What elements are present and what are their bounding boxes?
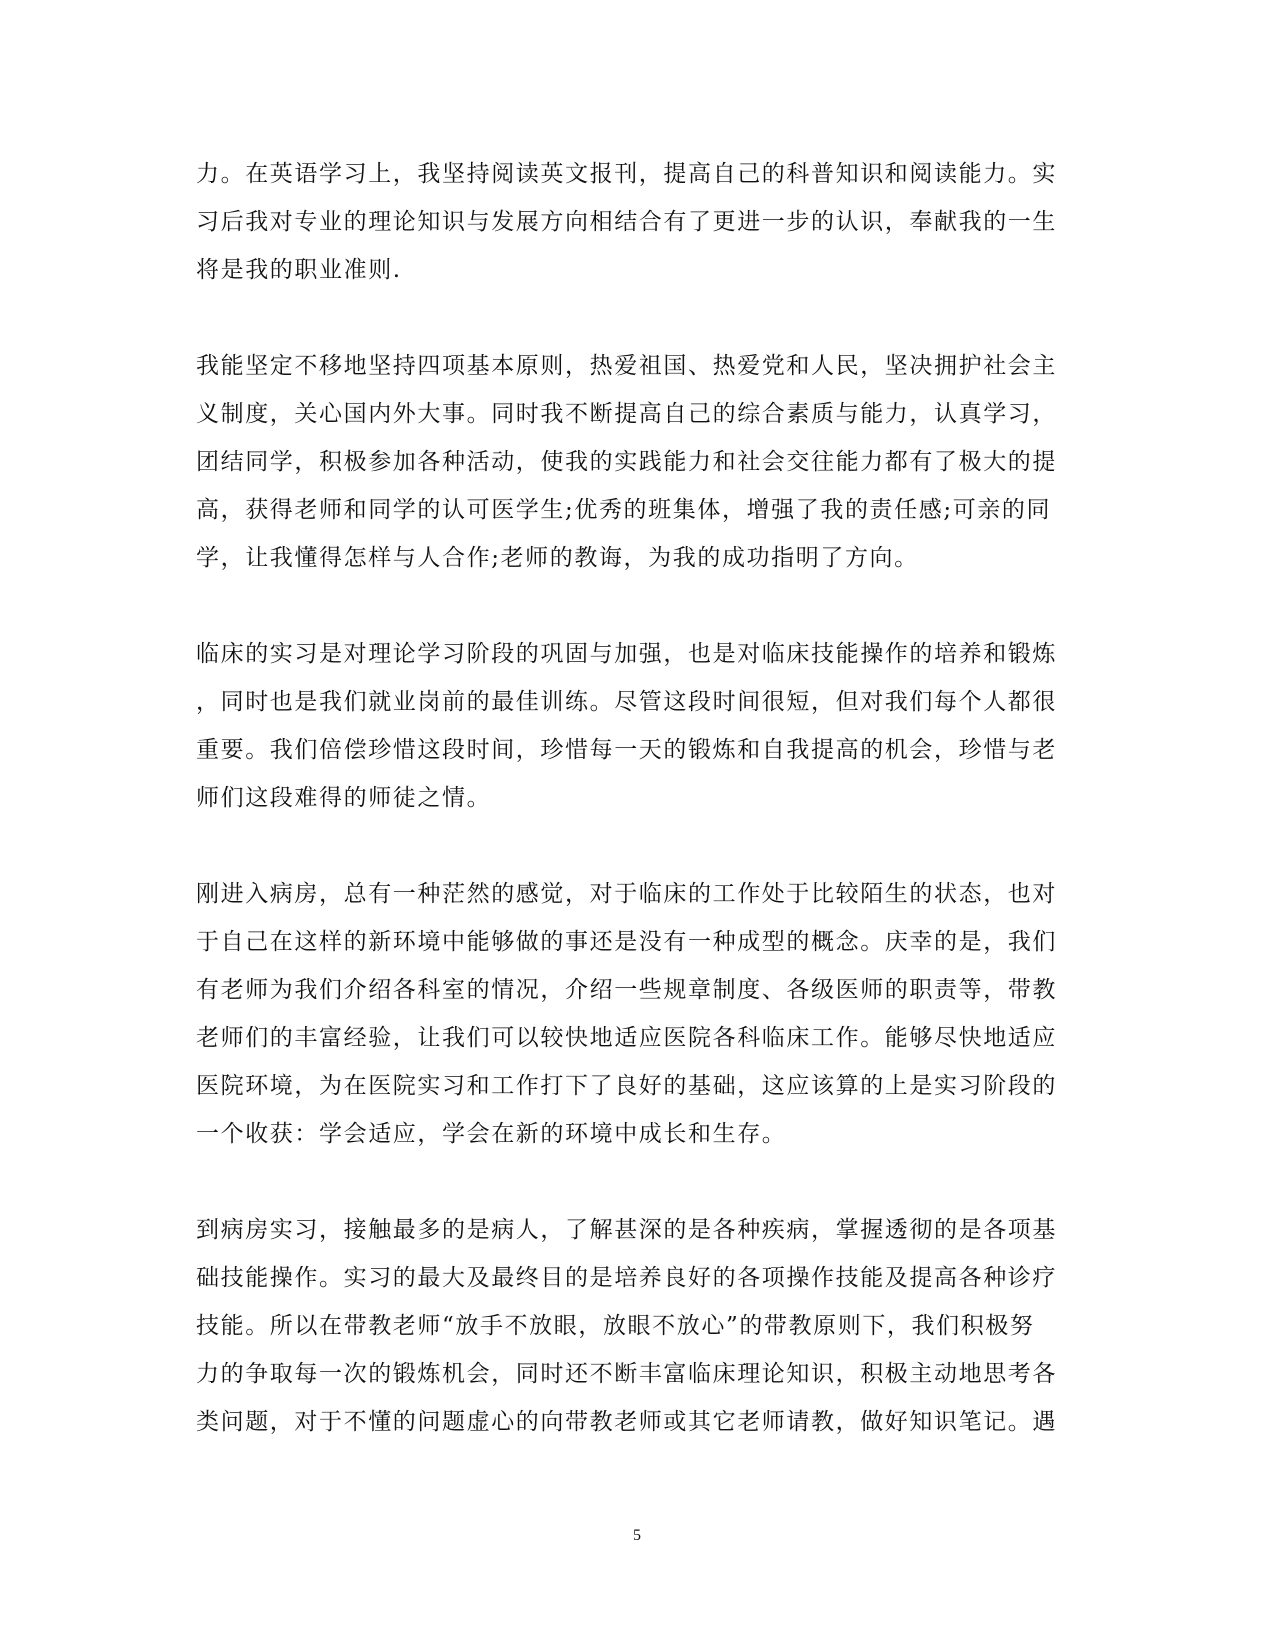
text-line: 团结同学，积极参加各种活动，使我的实践能力和社会交往能力都有了极大的提: [196, 449, 1057, 475]
text-line: 临床的实习是对理论学习阶段的巩固与加强，也是对临床技能操作的培养和锻炼: [196, 641, 1057, 667]
text-line: 将是我的职业准则.: [196, 257, 402, 283]
text-line: 于自己在这样的新环境中能够做的事还是没有一种成型的概念。庆幸的是，我们: [196, 929, 1057, 955]
text-line: 我能坚定不移地坚持四项基本原则，热爱祖国、热爱党和人民，坚决拥护社会主: [196, 353, 1057, 379]
text-line: 学，让我懂得怎样与人合作;老师的教诲，为我的成功指明了方向。: [196, 545, 919, 571]
text-line: 义制度，关心国内外大事。同时我不断提高自己的综合素质与能力，认真学习，: [196, 401, 1057, 427]
text-line: 有老师为我们介绍各科室的情况，介绍一些规章制度、各级医师的职责等，带教: [196, 977, 1057, 1003]
document-body: [196, 150, 1076, 1494]
text-line: 医院环境，为在医院实习和工作打下了良好的基础，这应该算的上是实习阶段的: [196, 1073, 1057, 1099]
text-line: 刚进入病房，总有一种茫然的感觉，对于临床的工作处于比较陌生的状态，也对: [196, 881, 1057, 907]
paragraph-2: [196, 342, 1076, 582]
text-line: 力。在英语学习上，我坚持阅读英文报刊，提高自己的科普知识和阅读能力。实: [196, 161, 1057, 187]
text-line: 础技能操作。实习的最大及最终目的是培养良好的各项操作技能及提高各种诊疗: [196, 1265, 1057, 1291]
text-line: 类问题，对于不懂的问题虚心的向带教老师或其它老师请教，做好知识笔记。遇: [196, 1409, 1057, 1435]
text-line: 习后我对专业的理论知识与发展方向相结合有了更进一步的认识，奉献我的一生: [196, 209, 1057, 235]
text-line: 高，获得老师和同学的认可医学生;优秀的班集体，增强了我的责任感;可亲的同: [196, 497, 1052, 523]
text-line: 老师们的丰富经验，让我们可以较快地适应医院各科临床工作。能够尽快地适应: [196, 1025, 1057, 1051]
text-line: 一个收获：学会适应，学会在新的环境中成长和生存。: [196, 1121, 787, 1147]
page-number: 5: [633, 1527, 641, 1544]
text-line: 师们这段难得的师徒之情。: [196, 785, 492, 811]
paragraph-4: [196, 870, 1076, 1158]
text-line: 技能。所以在带教老师“放手不放眼，放眼不放心”的带教原则下，我们积极努: [196, 1313, 1035, 1339]
text-line: 力的争取每一次的锻炼机会，同时还不断丰富临床理论知识，积极主动地思考各: [196, 1361, 1057, 1387]
text-line: ，同时也是我们就业岗前的最佳训练。尽管这段时间很短，但对我们每个人都很: [196, 689, 1057, 715]
text-line: 重要。我们倍偿珍惜这段时间，珍惜每一天的锻炼和自我提高的机会，珍惜与老: [196, 737, 1057, 763]
text-line: 到病房实习，接触最多的是病人，了解甚深的是各种疾病，掌握透彻的是各项基: [196, 1217, 1057, 1243]
paragraph-5: [196, 1206, 1076, 1446]
paragraph-3: [196, 630, 1076, 822]
paragraph-1: [196, 150, 1076, 294]
